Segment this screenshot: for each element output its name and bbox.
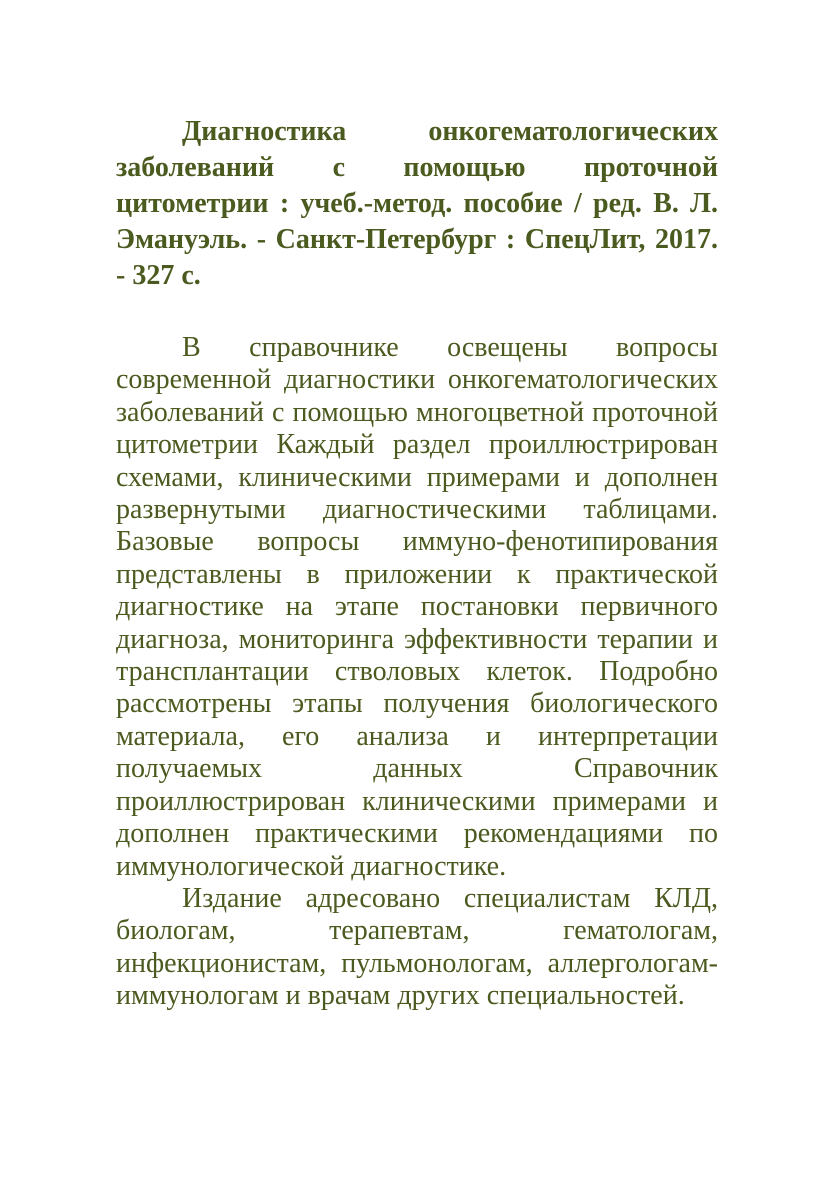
bibliographic-title: Диагностика онкогематологических заболеваний с помощью проточной цитометрии : учеб.-метод. пособие / ред. В. Л. Эмануэль. - Санкт-Петербург : СпецЛит, 2017. - 327 с. — [116, 116, 718, 291]
annotation-body — [116, 332, 718, 1013]
annotation-paragraph: В справочнике освещены вопросы современной диагностики онкогематологических заболеваний с помощью многоцветной проточной цитометрии Каждый раздел проиллюстрирован схемами, клиническими примерами и дополнен развернутыми диагностическими таблицами. Базовые вопросы иммуно-фенотипирования представлены в приложении к практической диагностике на этапе постановки первичного диагноза, мониторинга эффективности терапии и трансплантации стволовых клеток. Подробно рассмотрены этапы получения биологического материала, его анализа и интерпретации получаемых данных Справочник проиллюстрирован клиническими примерами и дополнен практическими рекомендациями по иммунологической диагностике. — [116, 332, 718, 882]
audience-paragraph: Издание адресовано специалистам КЛД, биологам, терапевтам, гематологам, инфекционистам, пульмонологам, аллергологам-иммунологам и врачам других специальностей. — [116, 882, 718, 1012]
document-page — [116, 114, 718, 1013]
